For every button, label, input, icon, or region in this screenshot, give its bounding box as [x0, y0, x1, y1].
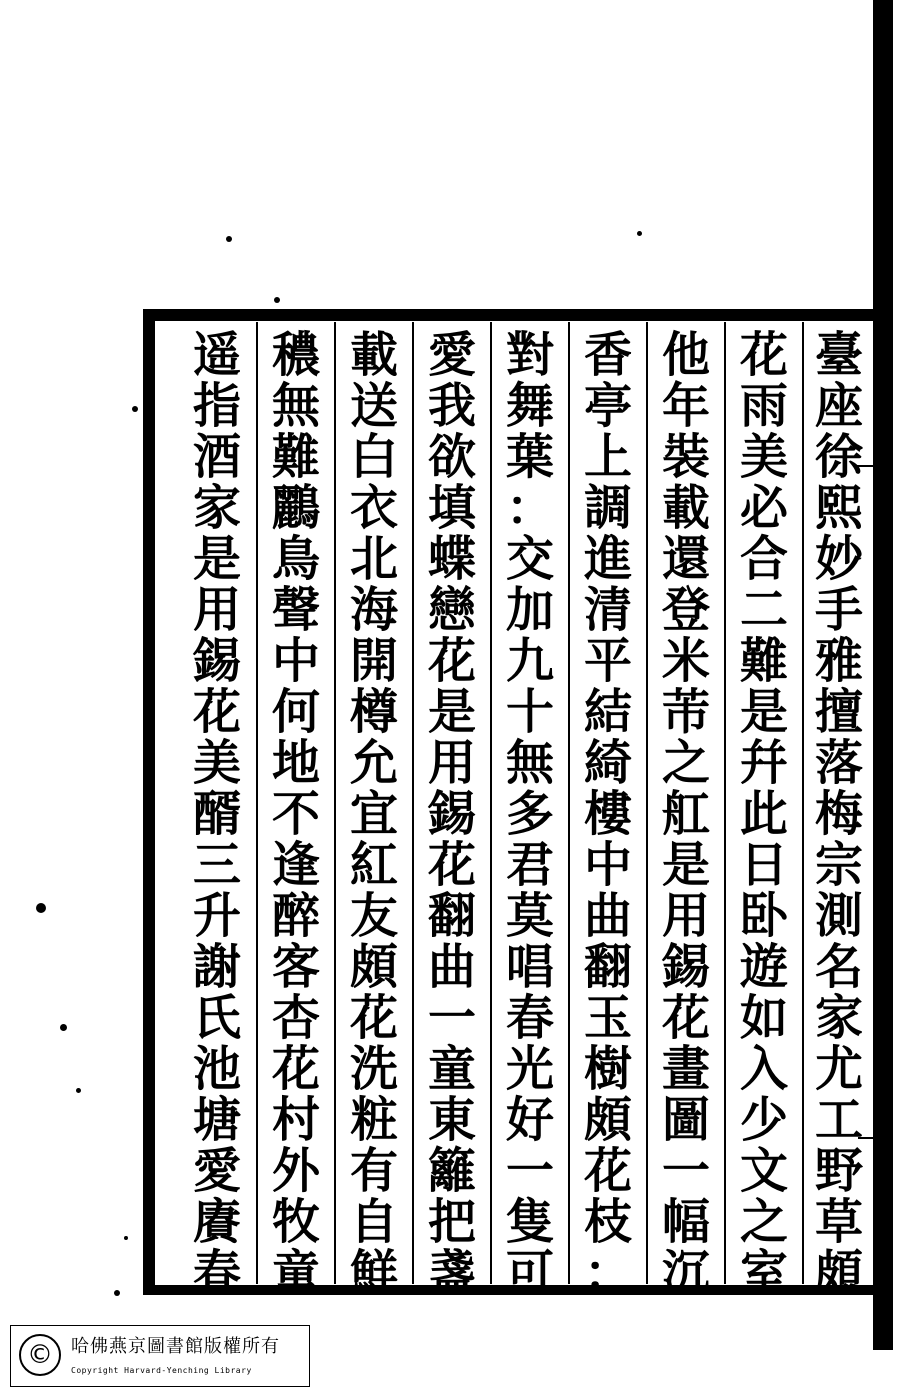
glyph: 幅: [661, 1194, 710, 1250]
glyph: 尤: [814, 1041, 863, 1097]
glyph: 莫: [505, 888, 554, 944]
glyph: 雨: [739, 378, 788, 434]
glyph: 允: [349, 735, 398, 791]
glyph: 隻: [505, 1194, 554, 1250]
ink-speck: [36, 903, 46, 913]
glyph: 欲: [427, 429, 476, 485]
glyph: 村: [271, 1092, 320, 1148]
glyph: 塘: [192, 1092, 241, 1148]
glyph: 無: [271, 378, 320, 434]
glyph: 盞: [427, 1245, 476, 1301]
glyph: 還: [661, 531, 710, 587]
glyph: 衣: [349, 480, 398, 536]
glyph: 地: [271, 735, 320, 791]
glyph: 一: [505, 1143, 554, 1199]
glyph: 清: [583, 582, 632, 638]
glyph: 少: [739, 1092, 788, 1148]
glyph: 頗: [349, 939, 398, 995]
copyright-english: Copyright Harvard-Yenching Library: [71, 1366, 252, 1375]
glyph: 年: [661, 378, 710, 434]
glyph: 籬: [427, 1143, 476, 1199]
glyph: 沉: [661, 1245, 710, 1301]
glyph: 草: [814, 1194, 863, 1250]
ink-speck: [637, 231, 642, 236]
glyph: 花: [349, 990, 398, 1046]
glyph: 一: [661, 1143, 710, 1199]
glyph: 必: [739, 480, 788, 536]
glyph: 加: [505, 582, 554, 638]
glyph: 名: [814, 939, 863, 995]
glyph: 亭: [583, 378, 632, 434]
glyph: 花: [427, 837, 476, 893]
glyph: 君: [505, 837, 554, 893]
glyph: 座: [814, 378, 863, 434]
glyph: 可: [505, 1245, 554, 1301]
glyph: 洗: [349, 1041, 398, 1097]
glyph: 花: [271, 1041, 320, 1097]
glyph: 翻: [583, 939, 632, 995]
ink-speck: [114, 1290, 120, 1296]
glyph: 童: [271, 1245, 320, 1301]
glyph: 鮮: [349, 1245, 398, 1301]
glyph: 穠: [271, 327, 320, 383]
glyph: 鸝: [271, 480, 320, 536]
glyph: 杏: [271, 990, 320, 1046]
text-column-9: [178, 322, 256, 1301]
glyph: 樓: [583, 786, 632, 842]
glyph: 平: [583, 633, 632, 689]
glyph: 牧: [271, 1194, 320, 1250]
glyph: 畫: [661, 1041, 710, 1097]
glyph: 之: [661, 735, 710, 791]
text-columns: [160, 322, 874, 1301]
ink-speck: [274, 297, 280, 303]
glyph: 圖: [661, 1092, 710, 1148]
glyph: 他: [661, 327, 710, 383]
glyph: 有: [349, 1143, 398, 1199]
glyph: 十: [505, 684, 554, 740]
glyph: 酒: [192, 429, 241, 485]
glyph: 鳥: [271, 531, 320, 587]
glyph: 梅: [814, 786, 863, 842]
glyph: 花: [192, 684, 241, 740]
glyph: 工: [814, 1092, 863, 1148]
text-column-5: [490, 322, 568, 1301]
glyph: 是: [192, 531, 241, 587]
glyph: 何: [271, 684, 320, 740]
glyph: 無: [505, 735, 554, 791]
glyph: 葉: [505, 429, 554, 485]
glyph: 花: [739, 327, 788, 383]
glyph: 送: [349, 378, 398, 434]
glyph: 海: [349, 582, 398, 638]
glyph: 逢: [271, 837, 320, 893]
glyph: 上: [583, 429, 632, 485]
glyph: 之: [739, 1194, 788, 1250]
glyph: 舞: [505, 378, 554, 434]
glyph: 客: [271, 939, 320, 995]
glyph: 用: [427, 735, 476, 791]
glyph: 妙: [814, 531, 863, 587]
ink-speck: [226, 236, 232, 242]
glyph: 花: [427, 633, 476, 689]
glyph: 二: [739, 582, 788, 638]
copyright-stamp: [10, 1325, 310, 1387]
glyph: 錫: [192, 633, 241, 689]
glyph: 白: [349, 429, 398, 485]
glyph: 春: [505, 990, 554, 1046]
glyph: 一: [427, 990, 476, 1046]
glyph: 我: [427, 378, 476, 434]
glyph: 落: [814, 735, 863, 791]
glyph: 美: [192, 735, 241, 791]
glyph: 遊: [739, 939, 788, 995]
glyph: 填: [427, 480, 476, 536]
glyph: 自: [349, 1194, 398, 1250]
glyph: 三: [192, 837, 241, 893]
ink-speck: [76, 1088, 81, 1093]
glyph: 戀: [427, 582, 476, 638]
glyph: 外: [271, 1143, 320, 1199]
glyph: 春: [192, 1245, 241, 1301]
glyph: 卧: [739, 888, 788, 944]
copyright-chinese: 哈佛燕京圖書館版權所有: [71, 1336, 280, 1357]
glyph: 家: [814, 990, 863, 1046]
glyph: 愛: [192, 1143, 241, 1199]
glyph: 熙: [814, 480, 863, 536]
glyph: 氏: [192, 990, 241, 1046]
glyph: 枝: [583, 1194, 632, 1250]
glyph: 升: [192, 888, 241, 944]
glyph: 粧: [349, 1092, 398, 1148]
glyph: 文: [739, 1143, 788, 1199]
glyph: 此: [739, 786, 788, 842]
glyph: 日: [739, 837, 788, 893]
glyph: 擅: [814, 684, 863, 740]
glyph: ：: [505, 480, 554, 536]
glyph: 愛: [427, 327, 476, 383]
glyph: 多: [505, 786, 554, 842]
copyright-icon: ©: [19, 1334, 61, 1376]
glyph: 宜: [349, 786, 398, 842]
glyph: 頗: [814, 1245, 863, 1301]
glyph: 遥: [192, 327, 241, 383]
glyph: 米: [661, 633, 710, 689]
glyph: 是: [739, 684, 788, 740]
glyph: 是: [661, 837, 710, 893]
glyph: 是: [427, 684, 476, 740]
glyph: 紅: [349, 837, 398, 893]
glyph: 用: [192, 582, 241, 638]
glyph: 雅: [814, 633, 863, 689]
glyph: 難: [739, 633, 788, 689]
glyph: 童: [427, 1041, 476, 1097]
text-column-2: [724, 322, 802, 1301]
text-column-7: [334, 322, 412, 1301]
glyph: 用: [661, 888, 710, 944]
glyph: 九: [505, 633, 554, 689]
ink-speck: [60, 1024, 67, 1031]
glyph: 難: [271, 429, 320, 485]
glyph: 頗: [583, 1092, 632, 1148]
glyph: ：: [583, 1245, 632, 1301]
glyph: 醑: [192, 786, 241, 842]
glyph: 聲: [271, 582, 320, 638]
glyph: 蝶: [427, 531, 476, 587]
glyph: 不: [271, 786, 320, 842]
glyph: 池: [192, 1041, 241, 1097]
glyph: 手: [814, 582, 863, 638]
glyph: 室: [739, 1245, 788, 1301]
glyph: 錫: [427, 786, 476, 842]
glyph: 交: [505, 531, 554, 587]
glyph: 載: [661, 480, 710, 536]
glyph: 綺: [583, 735, 632, 791]
glyph: 北: [349, 531, 398, 587]
glyph: 幷: [739, 735, 788, 791]
ink-speck: [132, 406, 138, 412]
glyph: 合: [739, 531, 788, 587]
glyph: 登: [661, 582, 710, 638]
glyph: 東: [427, 1092, 476, 1148]
glyph: 野: [814, 1143, 863, 1199]
glyph: 測: [814, 888, 863, 944]
glyph: 友: [349, 888, 398, 944]
glyph: 中: [583, 837, 632, 893]
glyph: 宗: [814, 837, 863, 893]
glyph: 進: [583, 531, 632, 587]
glyph: 舡: [661, 786, 710, 842]
glyph: 臺: [814, 327, 863, 383]
glyph: 結: [583, 684, 632, 740]
glyph: 樽: [349, 684, 398, 740]
glyph: 花: [661, 990, 710, 1046]
ink-speck: [124, 1236, 128, 1240]
glyph: 芾: [661, 684, 710, 740]
glyph: 對: [505, 327, 554, 383]
glyph: 香: [583, 327, 632, 383]
glyph: 開: [349, 633, 398, 689]
glyph: 曲: [427, 939, 476, 995]
glyph: 好: [505, 1092, 554, 1148]
glyph: 載: [349, 327, 398, 383]
glyph: 錫: [661, 939, 710, 995]
glyph: 唱: [505, 939, 554, 995]
glyph: 美: [739, 429, 788, 485]
glyph: 把: [427, 1194, 476, 1250]
glyph: 賡: [192, 1194, 241, 1250]
glyph: 光: [505, 1041, 554, 1097]
text-column-6: [412, 322, 490, 1301]
glyph: 徐: [814, 429, 863, 485]
glyph: 樹: [583, 1041, 632, 1097]
glyph: 指: [192, 378, 241, 434]
text-column-8: [256, 322, 334, 1301]
glyph: 醉: [271, 888, 320, 944]
glyph: 花: [583, 1143, 632, 1199]
glyph: 曲: [583, 888, 632, 944]
glyph: 玉: [583, 990, 632, 1046]
glyph: 謝: [192, 939, 241, 995]
glyph: 如: [739, 990, 788, 1046]
glyph: 翻: [427, 888, 476, 944]
text-column-3: [646, 322, 724, 1301]
glyph: 中: [271, 633, 320, 689]
glyph: 家: [192, 480, 241, 536]
glyph: 入: [739, 1041, 788, 1097]
text-column-1: [802, 322, 874, 1301]
text-column-4: [568, 322, 646, 1301]
glyph: 調: [583, 480, 632, 536]
glyph: 裝: [661, 429, 710, 485]
